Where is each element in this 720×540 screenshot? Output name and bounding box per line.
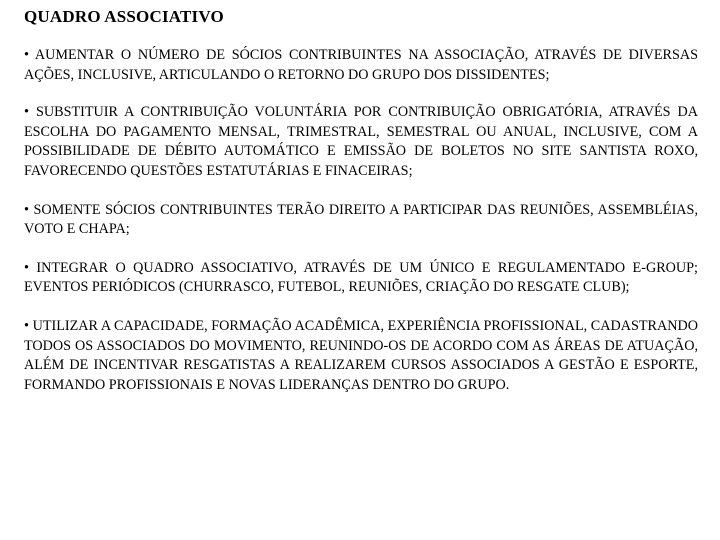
bullet-item-integrar-quadro: • INTEGRAR O QUADRO ASSOCIATIVO, ATRAVÉS DE UM ÚNICO E REGULAMENTADO E-GROUP; EVENTOS PERIÓDICOS (CHURRASCO, FUTEBOL, REUNIÕES, CRIAÇÃO DO RESGATE CLUB); xyxy=(24,259,698,296)
bullet-item-contribuicao-obrigatoria: • SUBSTITUIR A CONTRIBUIÇÃO VOLUNTÁRIA POR CONTRIBUIÇÃO OBRIGATÓRIA, ATRAVÉS DA ESCOLHA DO PAGAMENTO MENSAL, TRIMESTRAL, SEMESTRAL OU ANUAL, INCLUSIVE, COM A POSSIBILIDADE DE DÉBITO AUTOMÁTICO E EMISSÃO DE BOLETOS NO SITE SANTISTA ROXO, FAVORECENDO QUESTÕES ESTATUTÁRIAS E FINACEIRAS; xyxy=(24,104,698,179)
bullet-item-utilizar-capacidade: • UTILIZAR A CAPACIDADE, FORMAÇÃO ACADÊMICA, EXPERIÊNCIA PROFISSIONAL, CADASTRANDO TODOS OS ASSOCIADOS DO MOVIMENTO, REUNINDO-OS DE ACORDO COM AS ÁREAS DE ATUAÇÃO, ALÉM DE INCENTIVAR RESGATISTAS A REALIZAREM CURSOS ASSOCIADOS A GESTÃO E ESPORTE, FORMANDO PROFISSIONAIS E NOVAS LIDERANÇAS DENTRO DO GRUPO. xyxy=(24,317,698,393)
page-title: QUADRO ASSOCIATIVO xyxy=(24,7,224,26)
bullet-item-direito-participar: • SOMENTE SÓCIOS CONTRIBUINTES TERÃO DIREITO A PARTICIPAR DAS REUNIÕES, ASSEMBLÉIAS, VOTO E CHAPA; xyxy=(24,201,698,238)
bullet-item-socios-contribuintes: • AUMENTAR O NÚMERO DE SÓCIOS CONTRIBUINTES NA ASSOCIAÇÃO, ATRAVÉS DE DIVERSAS AÇÕES, INCLUSIVE, ARTICULANDO O RETORNO DO GRUPO DOS DISSIDENTES; xyxy=(24,47,698,83)
document-page xyxy=(24,6,698,413)
